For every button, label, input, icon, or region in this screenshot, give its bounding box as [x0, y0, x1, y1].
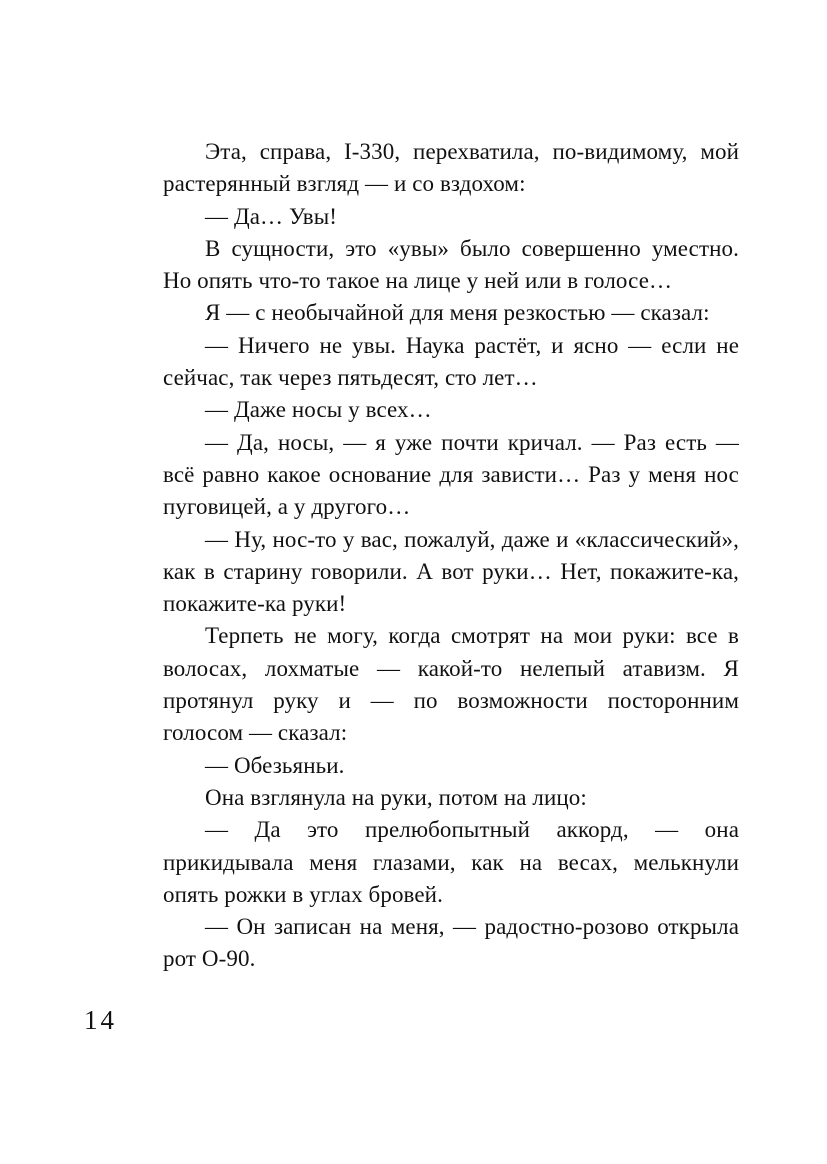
paragraph: — Он записан на меня, — радостно-розово открыла рот О-90.	[163, 914, 739, 972]
paragraph: В сущности, это «увы» было совершенно уместно. Но опять что-то такое на лице у ней или в голосе…	[163, 235, 739, 294]
page-number: 14	[84, 1005, 117, 1035]
paragraph: — Да… Увы!	[205, 203, 338, 229]
paragraph: Она взглянула на руки, потом на лицо:	[205, 784, 587, 810]
paragraph: — Да, носы, — я уже почти кричал. — Раз есть — всё равно какое основание для зависти… Раз у меня нос пуговицей, а у другого…	[163, 429, 739, 520]
paragraph: — Да это прелюбопытный аккорд, — она прикидывала меня глазами, как на весах, мелькнули опять рожки в углах бровей.	[163, 817, 739, 907]
paragraph: — Даже носы у всех…	[205, 397, 432, 423]
paragraph: — Ничего не увы. Наука растёт, и ясно — если не сейчас, так через пятьдесят, сто лет…	[163, 332, 739, 391]
paragraph: Я — с необычайной для меня резкостью — сказал:	[205, 300, 710, 326]
paragraph: — Ну, нос-то у вас, пожалуй, даже и «классический», как в старину говорили. А вот руки… Нет, покажите-ка, покажите-ка руки!	[163, 526, 739, 617]
paragraph: Терпеть не могу, когда смотрят на мои руки: все в волосах, лохматые — какой-то нелепый атавизм. Я протянул руку и — по возможности посторонним голосом — сказал:	[163, 623, 739, 746]
body-text	[163, 136, 739, 976]
paragraph: Эта, справа, I-330, перехватила, по-видимому, мой растерянный взгляд — и со вздохом:	[163, 139, 739, 197]
paragraph: — Обезьяньи.	[205, 752, 345, 778]
